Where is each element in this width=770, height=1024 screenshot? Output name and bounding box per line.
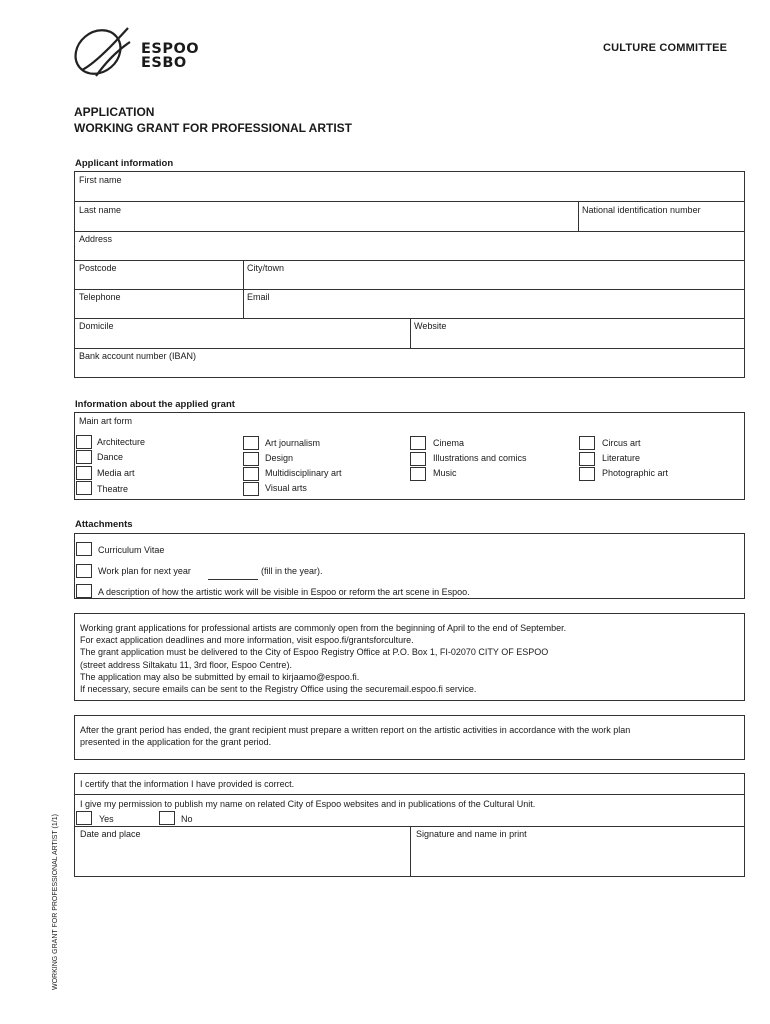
checkbox-photographic-art[interactable] — [579, 467, 595, 481]
report-line: presented in the application for the grant period. — [80, 737, 272, 748]
applicant-heading: Applicant information — [75, 158, 174, 169]
option-dance: Dance — [97, 452, 124, 462]
report-text — [80, 724, 630, 748]
attachments-heading: Attachments — [75, 519, 133, 530]
domicile-field[interactable]: Domicile — [79, 321, 114, 331]
website-field[interactable]: Website — [414, 321, 447, 331]
first-name-field[interactable]: First name — [79, 175, 122, 185]
checkbox-theatre[interactable] — [76, 481, 92, 495]
checkbox-cinema[interactable] — [410, 436, 426, 450]
applicant-table — [74, 171, 745, 378]
attachment-work-plan-label: Work plan for next year — [98, 566, 191, 576]
certify-box — [74, 773, 745, 877]
permission-text: I give my permission to publish my name on related City of Espoo websites and in publications of the Cultural Unit. — [80, 799, 536, 809]
grant-heading: Information about the applied grant — [75, 399, 235, 410]
option-visual-arts: Visual arts — [265, 483, 307, 493]
checkbox-circus-art[interactable] — [579, 436, 595, 450]
option-illustrations-and-comics: Illustrations and comics — [433, 453, 527, 463]
fill-year-label: (fill in the year). — [261, 566, 323, 576]
last-name-field[interactable]: Last name — [79, 205, 122, 215]
option-circus-art: Circus art — [602, 438, 641, 448]
info-box — [74, 613, 745, 701]
checkbox-literature[interactable] — [579, 452, 595, 466]
option-theatre: Theatre — [97, 484, 129, 494]
option-media-art: Media art — [97, 468, 135, 478]
info-line: For exact application deadlines and more information, visit espoo.fi/grantsforculture. — [80, 635, 414, 646]
page-title — [74, 104, 352, 136]
committee-name: CULTURE COMMITTEE — [603, 42, 728, 54]
title-line2: WORKING GRANT FOR PROFESSIONAL ARTIST — [74, 121, 352, 135]
postcode-field[interactable]: Postcode — [79, 263, 117, 273]
title-line1: APPLICATION — [74, 105, 155, 119]
bank-account-field[interactable]: Bank account number (IBAN) — [79, 351, 197, 361]
checkbox-no[interactable] — [159, 811, 175, 825]
report-box — [74, 715, 745, 760]
checkbox-illustrations-and-comics[interactable] — [410, 452, 426, 466]
checkbox-description[interactable] — [76, 584, 92, 598]
certify-text: I certify that the information I have provided is correct. — [80, 779, 295, 789]
year-input[interactable] — [208, 579, 258, 580]
info-line: The application may also be submitted by email to kirjaamo@espoo.fi. — [80, 671, 360, 682]
option-cinema: Cinema — [433, 438, 465, 448]
attachments-table — [74, 533, 745, 599]
option-literature: Literature — [602, 453, 641, 463]
side-text: WORKING GRANT FOR PROFESSIONAL ARTIST (1/1) — [52, 814, 59, 990]
yes-label: Yes — [99, 814, 114, 824]
national-id-field[interactable]: National identification number — [582, 205, 701, 215]
option-music: Music — [433, 468, 457, 478]
attachment-cv-label: Curriculum Vitae — [98, 545, 165, 555]
info-line: The grant application must be delivered to the City of Espoo Registry Office at P.O. Box 1, FI-02070 CITY OF ESPOO — [80, 647, 549, 658]
date-place-field[interactable]: Date and place — [80, 829, 141, 839]
option-architecture: Architecture — [97, 437, 146, 447]
address-field[interactable]: Address — [79, 234, 113, 244]
checkbox-art-journalism[interactable] — [243, 436, 259, 450]
checkbox-music[interactable] — [410, 467, 426, 481]
checkbox-architecture[interactable] — [76, 435, 92, 449]
info-line: (street address Siltakatu 11, 3rd floor, Espoo Centre). — [80, 659, 292, 670]
option-art-journalism: Art journalism — [265, 438, 321, 448]
option-multidisciplinary-art: Multidisciplinary art — [265, 468, 342, 478]
checkbox-multidisciplinary-art[interactable] — [243, 467, 259, 481]
checkbox-work-plan[interactable] — [76, 564, 92, 578]
no-label: No — [181, 814, 193, 824]
logo-text — [141, 42, 199, 70]
main-art-form-label: Main art form — [79, 416, 133, 426]
checkbox-design[interactable] — [243, 452, 259, 466]
checkbox-media-art[interactable] — [76, 466, 92, 480]
option-design: Design — [265, 453, 294, 463]
telephone-field[interactable]: Telephone — [79, 292, 121, 302]
info-line: Working grant applications for professional artists are commonly open from the beginning of April to the end of September. — [80, 623, 567, 633]
city-field[interactable]: City/town — [247, 263, 285, 273]
logo-espoo: ESPOO — [141, 41, 200, 57]
espoo-logo-icon — [70, 20, 134, 80]
grant-table — [74, 412, 745, 500]
signature-field[interactable]: Signature and name in print — [416, 829, 527, 839]
report-line: After the grant period has ended, the grant recipient must prepare a written report on the artistic activities in accordance with the work plan — [80, 725, 631, 735]
info-text — [80, 622, 566, 695]
option-photographic-art: Photographic art — [602, 468, 669, 478]
checkbox-yes[interactable] — [76, 811, 92, 825]
logo-esbo: ESBO — [141, 55, 187, 71]
attachment-description-label: A description of how the artistic work will be visible in Espoo or reform the art scene in Espoo. — [98, 587, 470, 597]
info-line: If necessary, secure emails can be sent to the Registry Office using the securemail.espoo.fi service. — [80, 684, 477, 695]
checkbox-cv[interactable] — [76, 542, 92, 556]
checkbox-dance[interactable] — [76, 450, 92, 464]
checkbox-visual-arts[interactable] — [243, 482, 259, 496]
email-field[interactable]: Email — [247, 292, 270, 302]
